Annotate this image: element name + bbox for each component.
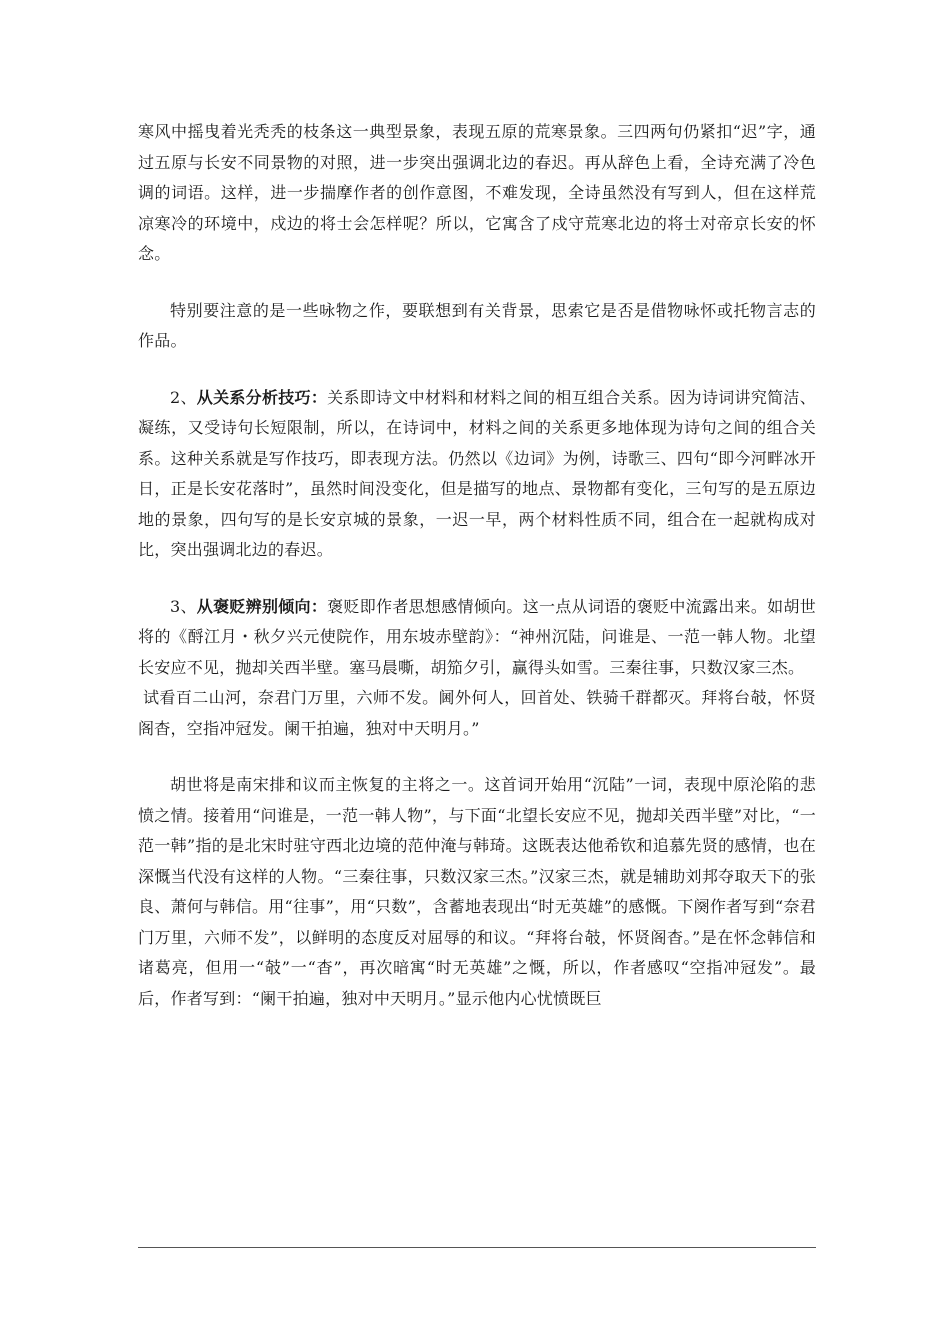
section-number: 2、	[170, 387, 197, 407]
section-heading: 从关系分析技巧：	[196, 387, 328, 407]
paragraph-4	[138, 592, 816, 684]
paragraph-gap	[138, 744, 816, 770]
footer-divider	[138, 1247, 816, 1248]
paragraph-2: 特别要注意的是一些咏物之作，要联想到有关背景，思索它是否是借物咏怀或托物言志的作品。	[138, 300, 816, 350]
section-body: 关系即诗文中材料和材料之间的相互组合关系。因为诗词讲究简洁、凝练，又受诗句长短限制，所以，在诗词中，材料之间的关系更多地体现为诗句之间的组合关系。这种关系就是写作技巧，即表现方法。仍然以《边词》为例，诗歌三、四句“即今河畔冰开日，正是长安花落时”，虽然时间没变化，但是描写的地点、景物都有变化，三句写的是五原边地的景象，四句写的是长安京城的景象，一迟一早，两个材料性质不同，组合在一起就构成对比，突出强调北边的春迟。	[138, 387, 816, 559]
paragraph-1: 寒风中摇曳着光秃秃的枝条这一典型景象，表现五原的荒寒景象。三四两句仍紧扣“迟”字，通过五原与长安不同景物的对照，进一步突出强调北边的春迟。再从辞色上看，全诗充满了冷色调的词语。这样，进一步揣摩作者的创作意图，不难发现，全诗虽然没有写到人，但在这样荒凉寒冷的环境中，戍边的将士会怎样呢？所以，它寓含了戍守荒寒北边的将士对帝京长安的怀念。	[138, 122, 816, 263]
paragraph-5: 胡世将是南宋排和议而主恢复的主将之一。这首词开始用“沉陆”一词，表现中原沦陷的悲愤之情。接着用“问谁是，一范一韩人物”，与下面“北望长安应不见，抛却关西半壁”对比，“一范一韩”指的是北宋时驻守西北边境的范仲淹与韩琦。这既表达他希钦和追慕先贤的感情，也在深慨当代没有这样的人物。“三秦往事，只数汉家三杰。”汉家三杰，就是辅助刘邦夺取天下的张良、萧何与韩信。用“往事”，用“只数”，含蓄地表现出“时无英雄”的感慨。下阕作者写到“奈君门万里，六师不发”，以鲜明的态度反对屈辱的和议。“拜将台攲，怀贤阁杳。”是在怀念韩信和诸葛亮，但用一“攲”一“杳”，再次暗寓“时无英雄”之慨，所以，作者感叹“空指冲冠发”。最后，作者写到：“阑干拍遍，独对中天明月。”显示他内心忧愤既巨	[138, 775, 816, 1008]
paragraph-gap	[138, 357, 816, 383]
paragraph-gap	[138, 270, 816, 296]
section-body: 褒贬即作者思想感情倾向。这一点从词语的褒贬中流露出来。如胡世将的《酹江月・秋夕兴元使院作，用东坡赤壁韵》：“神州沉陆，问谁是、一范一韩人物。北望长安应不见，抛却关西半壁。塞马晨嘶，胡笳夕引，赢得头如雪。三秦往事，只数汉家三杰。	[138, 596, 816, 677]
document-body	[138, 117, 816, 1014]
poem-continuation: 试看百二山河，奈君门万里，六师不发。阃外何人，回首处、铁骑千群都灭。拜将台攲，怀贤阁杳，空指冲冠发。阑干拍遍，独对中天明月。”	[138, 688, 816, 738]
paragraph-3	[138, 383, 816, 566]
paragraph-gap	[138, 566, 816, 592]
section-heading: 从褒贬辨别倾向：	[196, 596, 328, 616]
section-number: 3、	[170, 596, 197, 616]
